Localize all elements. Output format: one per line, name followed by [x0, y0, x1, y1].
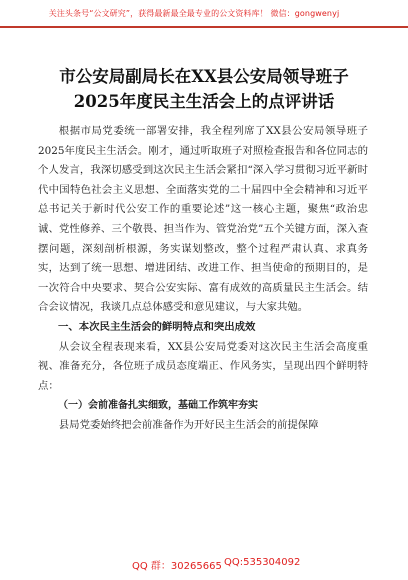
- footer-qq-group: QQ 群：30265665: [132, 561, 222, 572]
- subsection-heading-1: （一）会前准备扎实细致，基础工作筑牢夯实: [58, 400, 258, 412]
- banner-text: 关注头条号“公文研究”，获得最新最全最专业的公文资料库！ 微信：gongwenyj: [48, 9, 340, 18]
- section-heading-1: 一、本次民主生活会的鲜明特点和突出成效: [58, 320, 256, 333]
- top-banner: [0, 0, 408, 48]
- document-body: [38, 122, 368, 436]
- document-title-line2: 2025年度民主生活会上的点评讲话: [73, 92, 335, 111]
- paragraph-intro: 根据市局党委统一部署安排，我全程列席了XX县公安局领导班子2025年度民主生活会。刚才，通过听取班子对照检查报告和各位同志的个人发言，我深切感受到这次民主生活会紧扣“深入学习贯彻习近平新时代中国特色社会主义思想、全面落实党的二十届四中全会精神和习近平总书记关于新时代公安工作的重要论述”这一核心主题，聚焦“政治忠诚、党性修养、三个敬畏、担当作为、管党治党”五个关键方面，深入查摆问题，深刻剖析根源，务实谋划整改，整个过程严肃认真、求真务实，达到了统一思想、增进团结、改进工作、担当使命的预期目的，是一次符合中央要求、契合公安实际、富有成效的高质量民主生活会。结合会议情况，我谈几点总体感受和意见建议，与大家共勉。: [38, 125, 368, 314]
- banner-divider: [0, 26, 408, 28]
- footer-qq-contact: QQ:535304092: [224, 557, 301, 568]
- document-title-line1: 市公安局副局长在XX县公安局领导班子: [59, 67, 349, 86]
- footer: [0, 553, 408, 575]
- paragraph-subsection-1: 县局党委始终把会前准备作为开好民主生活会的前提保障: [58, 418, 319, 431]
- paragraph-section-1: 从会议全程表现来看，XX县公安局党委对这次民主生活会高度重视、准备充分，各位班子成员态度端正、作风务实，呈现出四个鲜明特点：: [38, 340, 368, 392]
